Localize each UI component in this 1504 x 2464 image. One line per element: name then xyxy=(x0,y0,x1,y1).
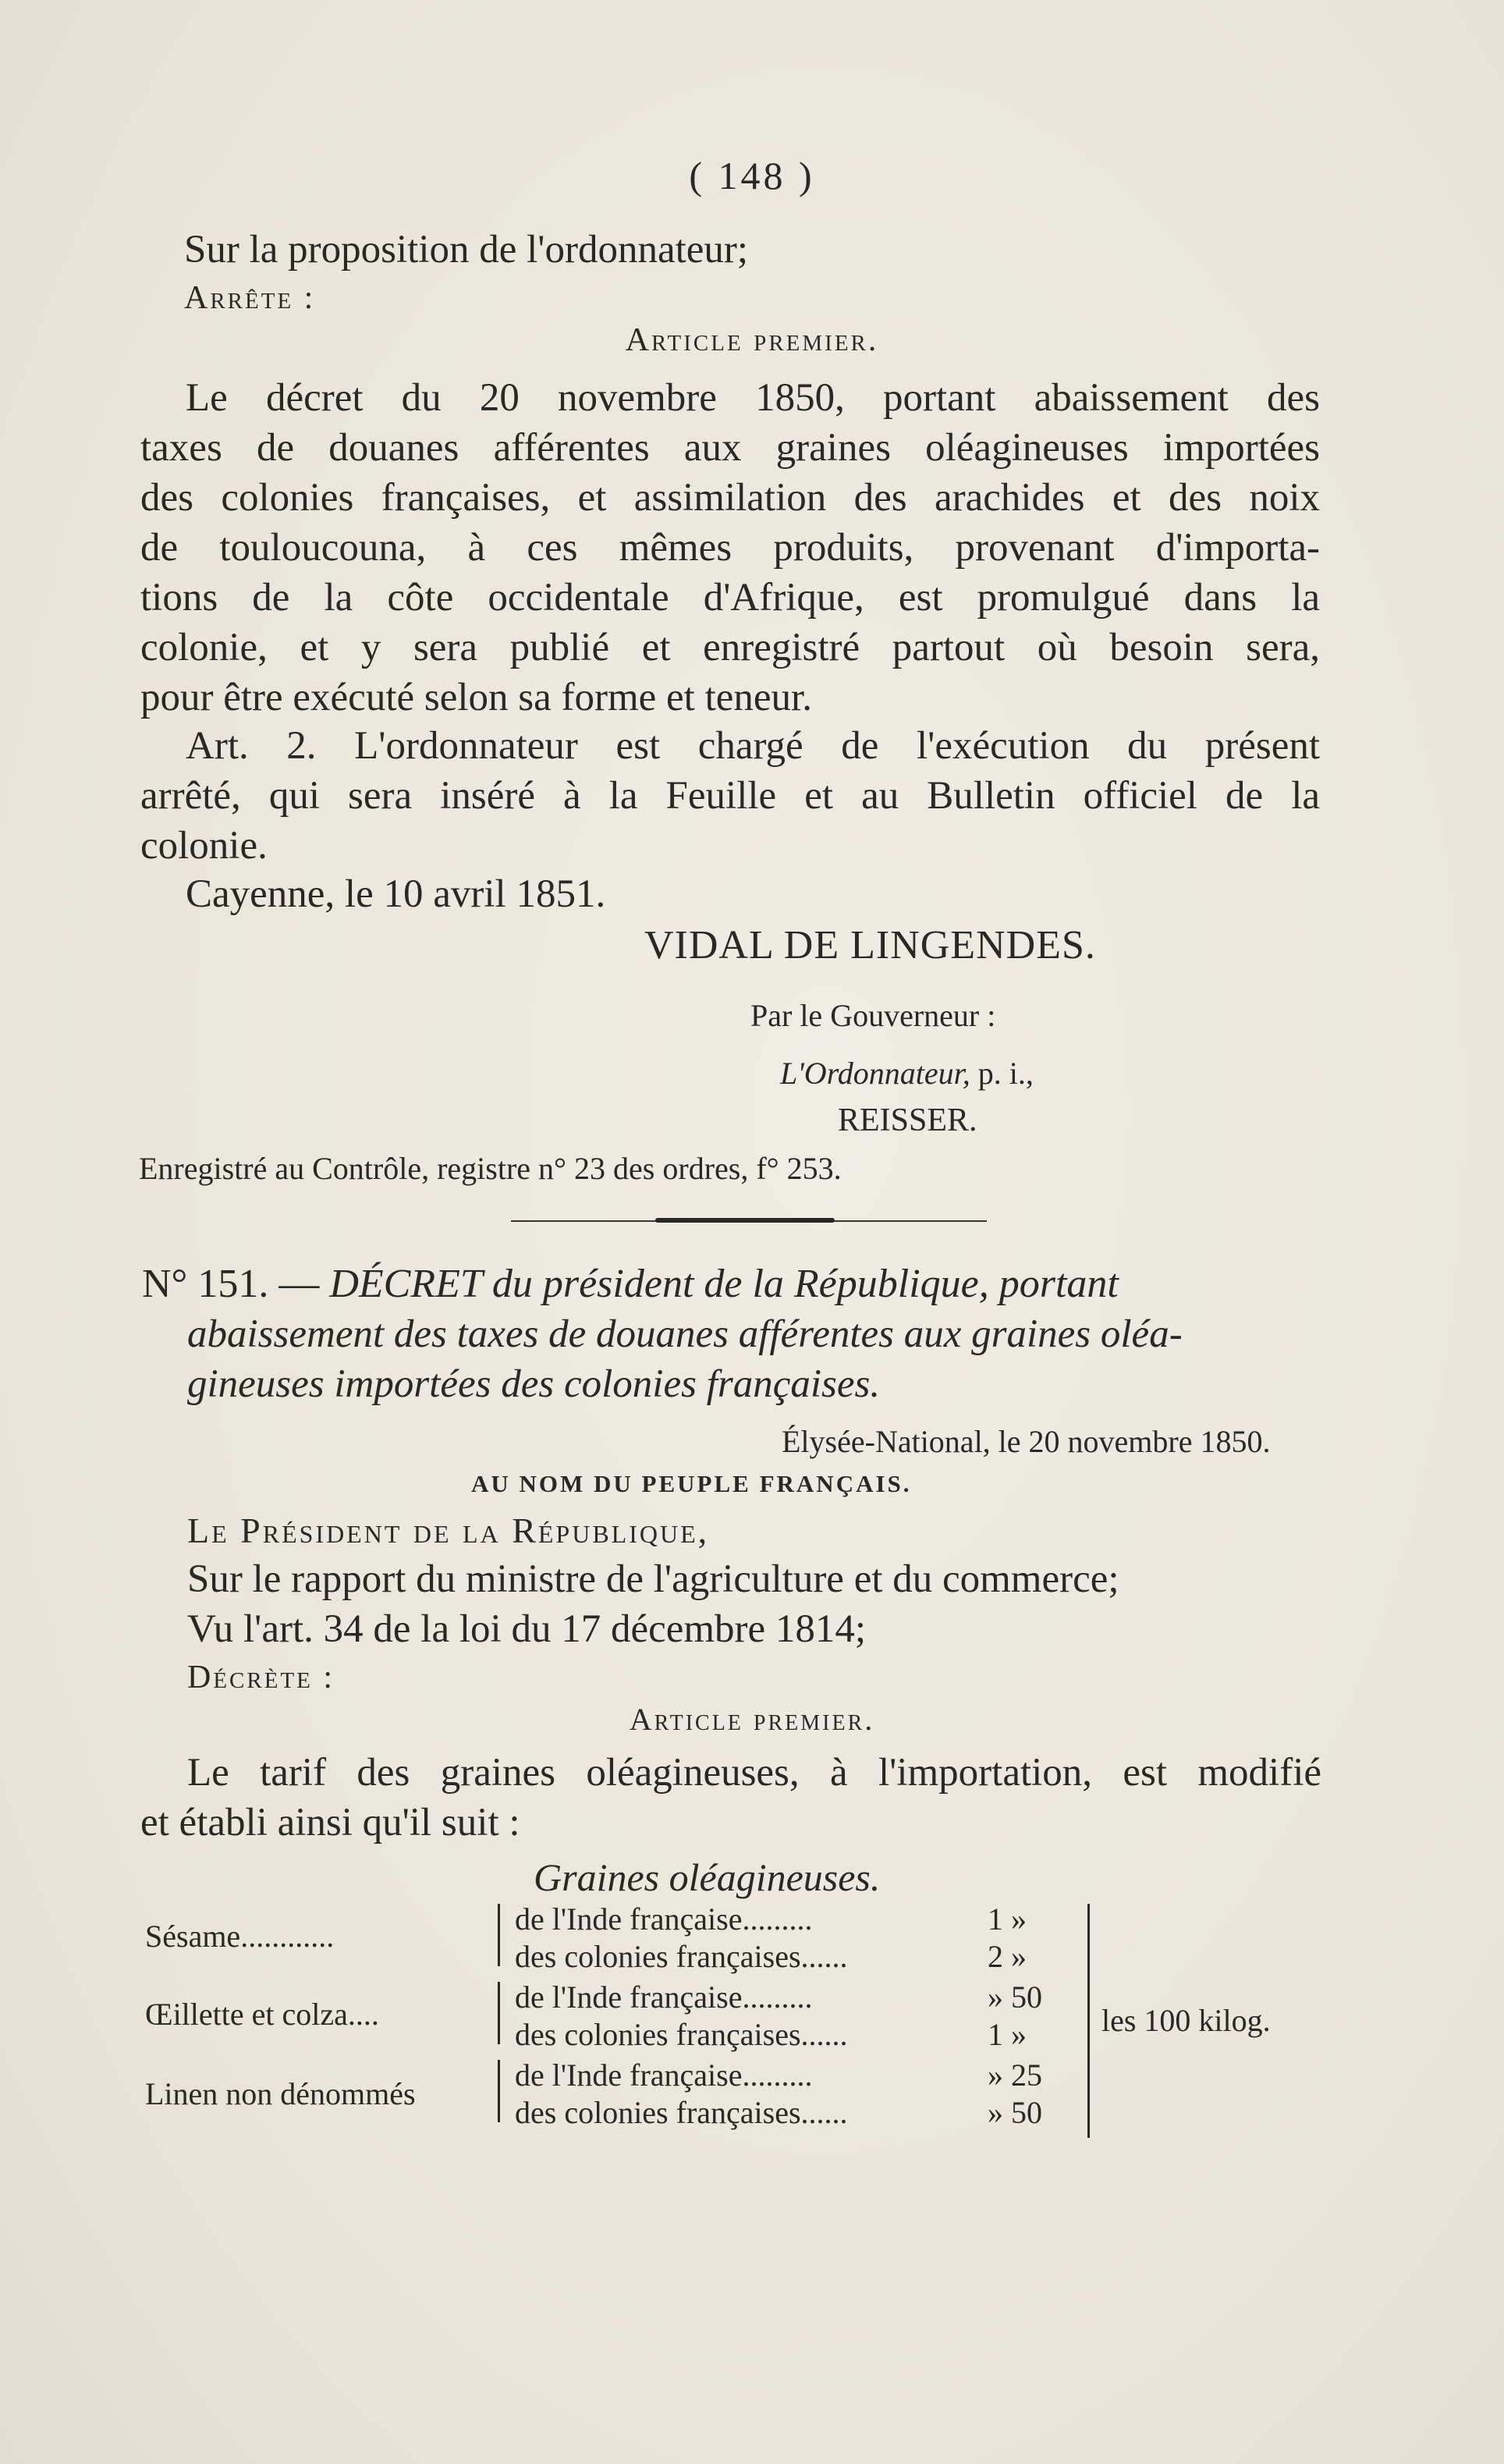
rate-value: 2 » xyxy=(988,1939,1027,1974)
text-line: et établi ainsi qu'il suit : xyxy=(140,1801,520,1844)
sub-label: des colonies françaises...... xyxy=(515,1939,848,1974)
text-line: Le tarif des graines oléagineuses, à l'importation, est modifié xyxy=(187,1751,1321,1795)
decree-title-line: gineuses importées des colonies françaises. xyxy=(187,1362,881,1406)
text-line: Sur le rapport du ministre de l'agriculture et du commerce; xyxy=(187,1557,1119,1601)
signatory-name: VIDAL DE LINGENDES. xyxy=(644,923,1096,967)
row-label: Linen non dénommés xyxy=(145,2076,416,2111)
page-number: ( 148 ) xyxy=(689,154,815,197)
sub-label: des colonies françaises...... xyxy=(515,2017,848,2052)
text-line: des colonies françaises, et assimilation des arachides et des noix xyxy=(140,476,1320,520)
date-line: Cayenne, le 10 avril 1851. xyxy=(186,872,606,916)
text-line: colonie, et y sera publié et enregistré partout où besoin sera, xyxy=(140,626,1320,669)
text-line: Le décret du 20 novembre 1850, portant abaissement des xyxy=(186,376,1320,420)
rate-value: 1 » xyxy=(988,2017,1027,2052)
text-line: de touloucouna, à ces mêmes produits, provenant d'importa- xyxy=(140,526,1320,570)
text-line: arrêté, qui sera inséré à la Feuille et au Bulletin officiel de la xyxy=(140,774,1320,818)
sub-label: des colonies françaises...... xyxy=(515,2095,848,2130)
rate-value: » 50 xyxy=(988,2095,1042,2130)
place-date: Élysée-National, le 20 novembre 1850. xyxy=(782,1424,1271,1459)
decree-title-line: abaissement des taxes de douanes afférentes aux graines oléa- xyxy=(187,1312,1183,1356)
table-title: Graines oléagineuses. xyxy=(534,1855,881,1899)
brace xyxy=(498,1904,500,1966)
row-label: Œillette et colza.... xyxy=(145,1997,379,2032)
article-heading: Article premier. xyxy=(629,1702,875,1737)
row-label: Sésame............ xyxy=(145,1919,335,1954)
text-line: tions de la côte occidentale d'Afrique, est promulgué dans la xyxy=(140,576,1320,620)
signatory-name: REISSER. xyxy=(838,1102,977,1138)
decrete-heading: Décrète : xyxy=(187,1660,335,1695)
article-heading: Article premier. xyxy=(625,322,879,358)
unit-label: les 100 kilog. xyxy=(1101,2003,1271,2038)
text-line: Par le Gouverneur : xyxy=(750,998,996,1033)
brace xyxy=(1087,1904,1090,2138)
rate-value: » 25 xyxy=(988,2057,1042,2093)
rate-value: » 50 xyxy=(988,1979,1042,2015)
brace xyxy=(498,1982,500,2044)
separator-ornament xyxy=(655,1218,835,1223)
sub-label: de l'Inde française......... xyxy=(515,1901,813,1937)
decree-number-line: N° 151. — DÉCRET du président de la République, portant xyxy=(142,1262,1119,1306)
text-line: Sur la proposition de l'ordonnateur; xyxy=(184,228,749,272)
brace xyxy=(498,2060,500,2122)
text-line: Vu l'art. 34 de la loi du 17 décembre 1814; xyxy=(187,1607,867,1651)
text-line: Art. 2. L'ordonnateur est chargé de l'exécution du présent xyxy=(186,724,1320,768)
text-line: colonie. xyxy=(140,824,268,868)
sub-label: de l'Inde française......... xyxy=(515,1979,813,2015)
text-line: pour être exécuté selon sa forme et teneur. xyxy=(140,676,812,719)
invocation: AU NOM DU PEUPLE FRANÇAIS. xyxy=(471,1470,912,1497)
president-heading: Le Président de la République, xyxy=(187,1511,710,1550)
text-line: Enregistré au Contrôle, registre n° 23 des ordres, f° 253. xyxy=(139,1151,842,1186)
rate-value: 1 » xyxy=(988,1901,1027,1937)
text-line: L'Ordonnateur, p. i., xyxy=(780,1056,1034,1091)
arrete-heading: Arrête : xyxy=(184,280,316,316)
sub-label: de l'Inde française......... xyxy=(515,2057,813,2093)
text-line: taxes de douanes afférentes aux graines oléagineuses importées xyxy=(140,426,1320,470)
